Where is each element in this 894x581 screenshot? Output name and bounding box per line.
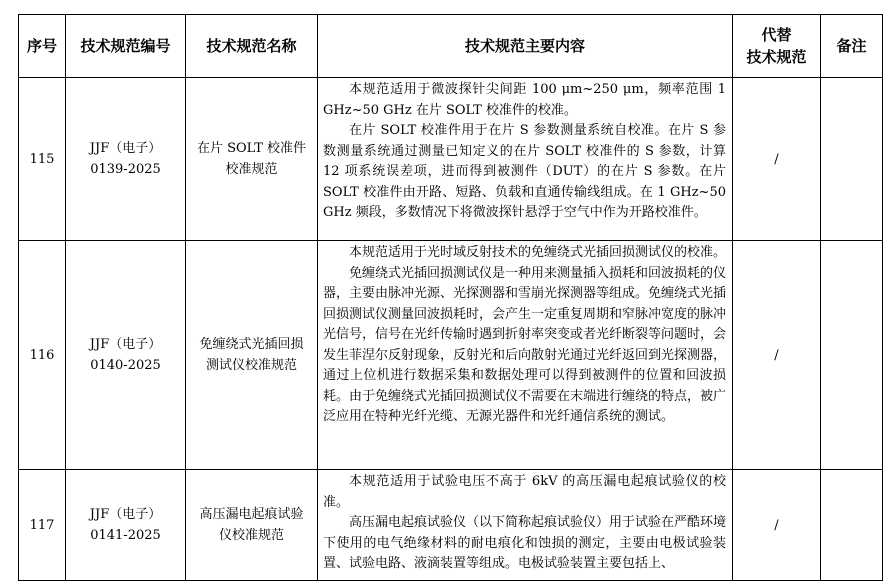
name-line2: 仪校准规范 xyxy=(218,528,284,543)
content-cell xyxy=(318,241,733,470)
content-paragraph: 免缠绕式光插回损测试仪是一种用来测量插入损耗和回波损耗的仪器，主要由脉冲光源、光探测器和雪崩光探测器等组成。免缠绕式光插回损测试仪测量回波损耗时，会产生一定重复周期和窄脉冲宽度的脉冲光信号，信号在光纤传输时遇到折射率突变或者光纤断裂等问题时，会发生菲涅尔反射现象，反射光和后向散射光通过光纤返回到光探测器，通过上位机进行数据采集和数据处理可以得到被测件的位置和回波损耗。由于免缠绕式光插回损测试仪不需要在末端进行缠绕的特点，被广泛应用在特种光纤光缆、无源光器件和光纤通信系统的测试。 xyxy=(323,265,726,424)
table-row xyxy=(19,78,883,241)
remarks-cell xyxy=(821,241,883,470)
header-row xyxy=(19,15,883,78)
code-line1: JJF（电子） xyxy=(89,141,162,156)
remarks-cell xyxy=(821,470,883,581)
name-cell xyxy=(186,470,318,581)
code-line2: 0139-2025 xyxy=(90,162,161,177)
name-line2: 测试仪校准规范 xyxy=(205,358,297,373)
code-cell xyxy=(66,241,186,470)
content-paragraph: 高压漏电起痕试验仪（以下简称起痕试验仪）用于试验在严酷环境下使用的电气绝缘材料的耐电痕化和蚀损的测定，主要由电极试验装置、试验电路、液滴装置等组成。电极试验装置主要包括上、 xyxy=(323,515,726,571)
name-cell xyxy=(186,78,318,241)
replace-cell: / xyxy=(733,470,821,581)
content-paragraph: 本规范适用于光时域反射技术的免缠绕式光插回损测试仪的校准。 xyxy=(349,245,726,260)
seq-cell: 115 xyxy=(19,78,66,241)
header-name: 技术规范名称 xyxy=(186,15,318,78)
code-line2: 0141-2025 xyxy=(90,528,161,543)
content-paragraph: 本规范适用于试验电压不高于 6kV 的高压漏电起痕试验仪的校准。 xyxy=(323,474,726,510)
code-cell xyxy=(66,470,186,581)
remarks-cell xyxy=(821,78,883,241)
standards-table xyxy=(18,14,883,581)
table-row xyxy=(19,470,883,581)
content-cell xyxy=(318,470,733,581)
code-line1: JJF（电子） xyxy=(89,337,162,352)
content-paragraph: 本规范适用于微波探针尖间距 100 μm~250 μm，频率范围 1 GHz~50 GHz 在片 SOLT 校准件的校准。 xyxy=(323,82,726,118)
code-line2: 0140-2025 xyxy=(90,358,161,373)
replace-cell: / xyxy=(733,241,821,470)
code-line1: JJF（电子） xyxy=(89,507,162,522)
header-replace-line2: 技术规范 xyxy=(746,48,807,66)
header-remarks: 备注 xyxy=(821,15,883,78)
header-code: 技术规范编号 xyxy=(66,15,186,78)
content-paragraph: 在片 SOLT 校准件用于在片 S 参数测量系统自校准。在片 S 参数测量系统通过测量已知定义的在片 SOLT 校准件的 S 参数，计算 12 项系统误差项，进而得到被测件（DUT）的在片 S 参数。在片 SOLT 校准件由开路、短路、负载和直通传输线组成。在 1 GHz~50 GHz 频段，多数情况下将微波探针悬浮于空气中作为开路校准件。 xyxy=(323,123,726,220)
name-cell xyxy=(186,241,318,470)
name-line2: 校准规范 xyxy=(225,162,278,177)
header-content: 技术规范主要内容 xyxy=(318,15,733,78)
name-line1: 免缠绕式光插回损 xyxy=(199,337,304,352)
header-replace-line1: 代替 xyxy=(761,26,792,44)
table-row xyxy=(19,241,883,470)
seq-cell: 116 xyxy=(19,241,66,470)
replace-cell: / xyxy=(733,78,821,241)
name-line1: 高压漏电起痕试验 xyxy=(199,507,304,522)
header-seq: 序号 xyxy=(19,15,66,78)
content-cell xyxy=(318,78,733,241)
code-cell xyxy=(66,78,186,241)
header-replace xyxy=(733,15,821,78)
name-line1: 在片 SOLT 校准件 xyxy=(196,141,307,156)
seq-cell: 117 xyxy=(19,470,66,581)
